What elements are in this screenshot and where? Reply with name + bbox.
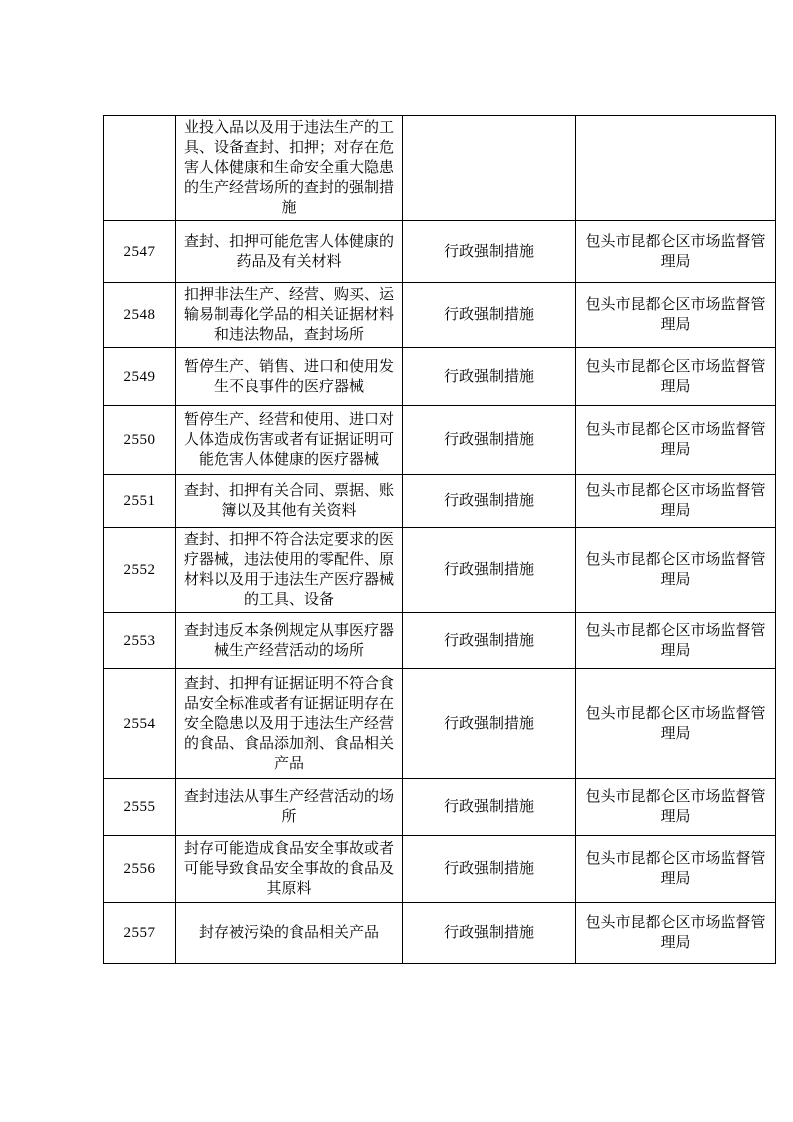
- table-row: [104, 116, 776, 221]
- table-row: [104, 283, 776, 348]
- measure-type-cell: 行政强制措施: [403, 528, 576, 613]
- agency-cell: 包头市昆都仑区市场监督管理局: [576, 779, 776, 836]
- table-row: [104, 528, 776, 613]
- item-description-cell: 查封、扣押可能危害人体健康的药品及有关材料: [176, 221, 403, 283]
- measure-type-cell: 行政强制措施: [403, 613, 576, 669]
- row-id-cell: 2553: [104, 613, 176, 669]
- table-row: [104, 406, 776, 475]
- item-description-cell: 查封、扣押不符合法定要求的医疗器械，违法使用的零配件、原材料以及用于违法生产医疗器械的工具、设备: [176, 528, 403, 613]
- measure-type-cell: 行政强制措施: [403, 283, 576, 348]
- row-id-cell: 2547: [104, 221, 176, 283]
- measure-type-cell: 行政强制措施: [403, 348, 576, 406]
- item-description-cell: 查封违反本条例规定从事医疗器械生产经营活动的场所: [176, 613, 403, 669]
- measure-type-cell: 行政强制措施: [403, 669, 576, 779]
- agency-cell: 包头市昆都仑区市场监督管理局: [576, 348, 776, 406]
- table-row: [104, 669, 776, 779]
- item-description-cell: 扣押非法生产、经营、购买、运输易制毒化学品的相关证据材料和违法物品，查封场所: [176, 283, 403, 348]
- agency-cell: 包头市昆都仑区市场监督管理局: [576, 221, 776, 283]
- agency-cell: 包头市昆都仑区市场监督管理局: [576, 613, 776, 669]
- row-id-cell: 2555: [104, 779, 176, 836]
- table-row: [104, 903, 776, 964]
- enforcement-measures-table: [103, 115, 776, 964]
- row-id-cell: 2551: [104, 475, 176, 528]
- measure-type-cell: [403, 116, 576, 221]
- item-description-cell: 查封违法从事生产经营活动的场所: [176, 779, 403, 836]
- table-row: [104, 836, 776, 903]
- table-row: [104, 475, 776, 528]
- row-id-cell: 2548: [104, 283, 176, 348]
- table-row: [104, 779, 776, 836]
- table-row: [104, 613, 776, 669]
- row-id-cell: 2557: [104, 903, 176, 964]
- agency-cell: 包头市昆都仑区市场监督管理局: [576, 475, 776, 528]
- row-id-cell: 2554: [104, 669, 176, 779]
- agency-cell: 包头市昆都仑区市场监督管理局: [576, 406, 776, 475]
- table-body: [104, 116, 776, 964]
- agency-cell: 包头市昆都仑区市场监督管理局: [576, 283, 776, 348]
- measure-type-cell: 行政强制措施: [403, 221, 576, 283]
- item-description-cell: 查封、扣押有关合同、票据、账簿以及其他有关资料: [176, 475, 403, 528]
- item-description-cell: 封存被污染的食品相关产品: [176, 903, 403, 964]
- measure-type-cell: 行政强制措施: [403, 475, 576, 528]
- row-id-cell: 2556: [104, 836, 176, 903]
- table-row: [104, 348, 776, 406]
- item-description-cell: 暂停生产、经营和使用、进口对人体造成伤害或者有证据证明可能危害人体健康的医疗器械: [176, 406, 403, 475]
- agency-cell: [576, 116, 776, 221]
- item-description-cell: 业投入品以及用于违法生产的工具、设备查封、扣押；对存在危害人体健康和生命安全重大隐患的生产经营场所的查封的强制措施: [176, 116, 403, 221]
- agency-cell: 包头市昆都仑区市场监督管理局: [576, 528, 776, 613]
- agency-cell: 包头市昆都仑区市场监督管理局: [576, 836, 776, 903]
- row-id-cell: [104, 116, 176, 221]
- agency-cell: 包头市昆都仑区市场监督管理局: [576, 903, 776, 964]
- agency-cell: 包头市昆都仑区市场监督管理局: [576, 669, 776, 779]
- row-id-cell: 2549: [104, 348, 176, 406]
- measure-type-cell: 行政强制措施: [403, 406, 576, 475]
- table-row: [104, 221, 776, 283]
- measure-type-cell: 行政强制措施: [403, 903, 576, 964]
- item-description-cell: 封存可能造成食品安全事故或者可能导致食品安全事故的食品及其原料: [176, 836, 403, 903]
- row-id-cell: 2550: [104, 406, 176, 475]
- row-id-cell: 2552: [104, 528, 176, 613]
- item-description-cell: 查封、扣押有证据证明不符合食品安全标准或者有证据证明存在安全隐患以及用于违法生产经营的食品、食品添加剂、食品相关产品: [176, 669, 403, 779]
- item-description-cell: 暂停生产、销售、进口和使用发生不良事件的医疗器械: [176, 348, 403, 406]
- measure-type-cell: 行政强制措施: [403, 779, 576, 836]
- measure-type-cell: 行政强制措施: [403, 836, 576, 903]
